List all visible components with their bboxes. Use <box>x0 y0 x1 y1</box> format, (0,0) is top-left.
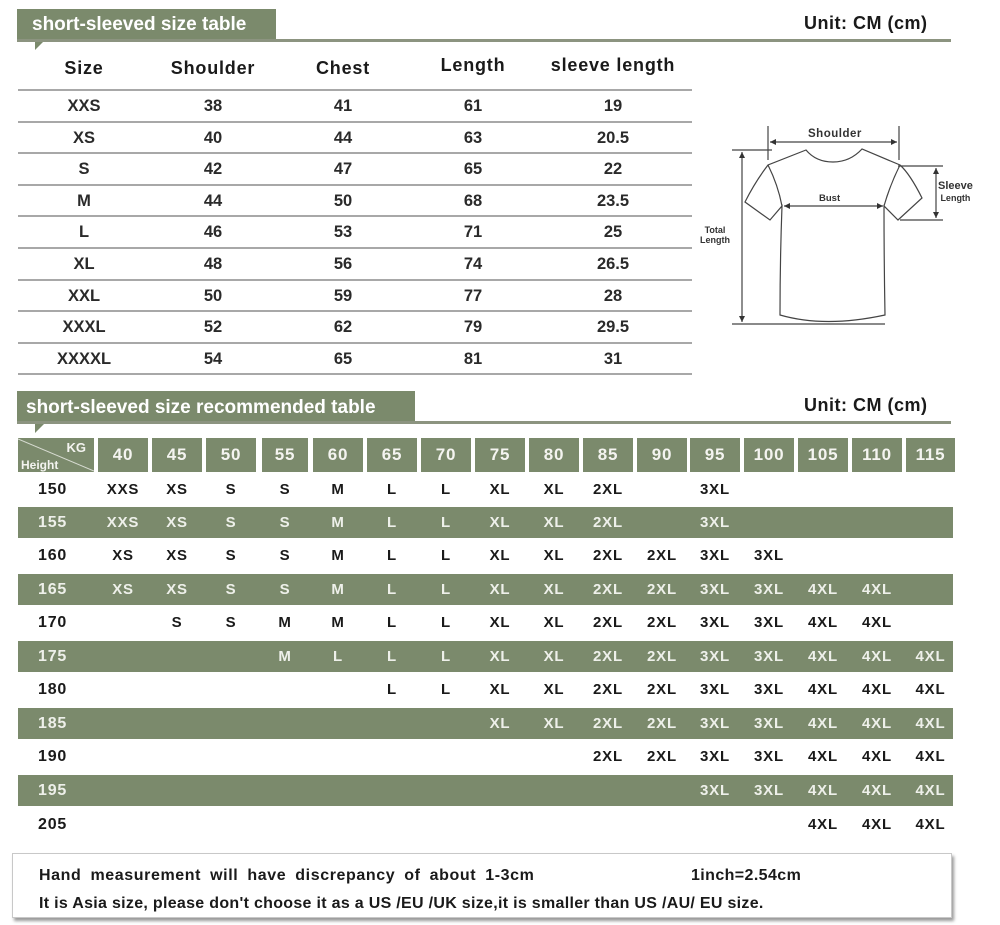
size-cell: S <box>225 581 237 598</box>
size-cell: M <box>331 481 345 498</box>
size-cell: 4XL <box>862 681 892 698</box>
size-cell: 3XL <box>700 581 730 598</box>
size-cell: S <box>279 514 291 531</box>
diagram-label-bust: Bust <box>819 193 841 204</box>
size-cell: 3XL <box>700 514 730 531</box>
height-value: 160 <box>38 547 68 564</box>
cell-length: 74 <box>463 255 483 273</box>
height-value: 150 <box>38 481 68 498</box>
size-cell: XL <box>489 581 511 598</box>
size-cell: 2XL <box>647 648 677 665</box>
size-cell: 3XL <box>700 681 730 698</box>
size-cell: 4XL <box>862 816 892 833</box>
size-cell: S <box>225 514 237 531</box>
size-cell: 4XL <box>862 782 892 799</box>
cell-shoulder: 50 <box>203 286 223 305</box>
cell-shoulder: 52 <box>203 318 223 337</box>
col-header-size: Size <box>64 58 104 78</box>
recommend-row-185 <box>18 708 953 739</box>
cell-size: S <box>78 160 90 179</box>
corner-label-kg: KG <box>66 440 86 455</box>
size-cell: 3XL <box>700 481 730 498</box>
weight-header-40: 40 <box>98 438 148 472</box>
size-cell: 4XL <box>862 614 892 631</box>
cell-shoulder: 54 <box>203 349 223 368</box>
size-cell: 2XL <box>593 648 623 665</box>
cell-shoulder: 46 <box>203 223 223 242</box>
size-table-header <box>18 55 692 88</box>
cell-shoulder: 38 <box>203 97 223 115</box>
size-cell: XL <box>543 481 565 498</box>
size-table-row <box>18 123 692 155</box>
recommended-table-unit: Unit: CM (cm) <box>804 395 928 415</box>
size-cell: 4XL <box>808 581 838 598</box>
corner-label-height: Height <box>21 458 59 472</box>
recommend-row-180 <box>18 674 953 705</box>
cell-size: XXS <box>67 97 101 115</box>
weight-header-90: 90 <box>637 438 687 472</box>
cell-sleeve-length: 31 <box>603 349 623 368</box>
weight-header-50: 50 <box>206 438 256 472</box>
weight-header-115: 115 <box>906 438 955 472</box>
diagram-label-sleeve-length <box>938 180 973 204</box>
size-cell: 3XL <box>754 782 784 799</box>
size-cell: L <box>387 481 397 498</box>
cell-length: 61 <box>463 97 483 115</box>
size-cell: S <box>225 614 237 631</box>
size-cell: 3XL <box>700 782 730 799</box>
size-cell: 2XL <box>647 681 677 698</box>
size-cell: XL <box>489 648 511 665</box>
size-table-row <box>18 249 692 281</box>
size-cell: S <box>279 581 291 598</box>
size-cell: XL <box>543 614 565 631</box>
size-cell: L <box>387 581 397 598</box>
size-cell: 2XL <box>647 547 677 564</box>
size-cell: XL <box>543 648 565 665</box>
size-cell: 3XL <box>754 715 784 732</box>
size-cell: L <box>333 648 343 665</box>
size-cell: L <box>441 514 451 531</box>
size-cell: M <box>331 547 345 564</box>
size-table-title: short-sleeved size table <box>32 14 247 35</box>
recommended-table-title: short-sleeved size recommended table <box>26 396 376 418</box>
size-cell: XL <box>489 514 511 531</box>
size-cell: 4XL <box>915 782 946 799</box>
size-cell: 4XL <box>862 748 892 765</box>
cell-sleeve-length: 19 <box>603 97 623 115</box>
weight-header-75: 75 <box>475 438 525 472</box>
recommend-row-190 <box>18 741 953 772</box>
size-cell: M <box>278 648 292 665</box>
weight-header-80: 80 <box>529 438 579 472</box>
size-table-row <box>18 217 692 249</box>
size-cell: 2XL <box>593 681 623 698</box>
size-cell: 2XL <box>593 748 623 765</box>
corner-cell-kg-height <box>18 438 94 472</box>
cell-shoulder: 48 <box>203 255 223 273</box>
size-cell: 4XL <box>915 681 946 698</box>
size-cell: 3XL <box>754 581 784 598</box>
col-header-sleeve-length: sleeve length <box>550 55 676 75</box>
cell-chest: 44 <box>333 128 353 147</box>
size-cell: L <box>387 681 397 698</box>
size-cell: 2XL <box>647 614 677 631</box>
size-cell: 4XL <box>808 816 838 833</box>
size-cell: 4XL <box>862 648 892 665</box>
size-table-row <box>18 344 692 376</box>
size-cell: 4XL <box>862 715 892 732</box>
height-value: 205 <box>38 816 68 833</box>
size-cell: XS <box>166 581 188 598</box>
size-cell: 4XL <box>808 715 838 732</box>
size-table-title-tab <box>17 9 276 41</box>
cell-length: 77 <box>463 286 483 305</box>
cell-shoulder: 40 <box>203 128 223 147</box>
size-cell: XL <box>543 581 565 598</box>
size-cell: XL <box>489 715 511 732</box>
size-table-header-rule <box>17 39 951 42</box>
cell-chest: 41 <box>333 97 353 115</box>
size-cell: 3XL <box>700 648 730 665</box>
weight-header-105: 105 <box>798 438 848 472</box>
note-inch-conversion: 1inch=2.54cm <box>691 867 802 884</box>
size-cell: L <box>441 681 451 698</box>
size-cell: XS <box>112 581 134 598</box>
size-cell: S <box>225 547 237 564</box>
sleeve-label-line1: Sleeve <box>938 180 973 192</box>
cell-size: M <box>77 191 91 210</box>
cell-sleeve-length: 23.5 <box>596 191 630 210</box>
size-table-row <box>18 154 692 186</box>
size-cell: XL <box>543 715 565 732</box>
cell-length: 65 <box>463 160 483 179</box>
size-cell: M <box>331 614 345 631</box>
size-cell: 2XL <box>593 614 623 631</box>
size-cell: XS <box>112 547 134 564</box>
weight-header-100: 100 <box>744 438 794 472</box>
cell-chest: 50 <box>333 191 353 210</box>
size-cell: 4XL <box>915 648 946 665</box>
weight-header-110: 110 <box>852 438 902 472</box>
cell-sleeve-length: 25 <box>603 223 623 242</box>
size-table-row <box>18 281 692 313</box>
col-header-shoulder: Shoulder <box>170 58 256 78</box>
size-cell: L <box>387 547 397 564</box>
cell-shoulder: 44 <box>203 191 223 210</box>
recommend-row-155 <box>18 507 953 538</box>
size-cell: 4XL <box>808 748 838 765</box>
cell-size: XXXXL <box>56 349 112 368</box>
note-asia-size: It is Asia size, please don't choose it as a US /EU /UK size,it is smaller than US /AU/ EU size. <box>39 895 764 912</box>
weight-header-85: 85 <box>583 438 633 472</box>
tshirt-measurement-diagram <box>700 110 1000 340</box>
size-table-row <box>18 186 692 218</box>
size-cell: XL <box>489 614 511 631</box>
measurement-notes-box <box>12 853 952 918</box>
size-cell: 4XL <box>915 715 946 732</box>
size-cell: M <box>331 514 345 531</box>
size-cell: XXS <box>106 481 140 498</box>
height-value: 190 <box>38 748 68 765</box>
col-header-length: Length <box>440 55 506 75</box>
size-cell: XS <box>166 481 188 498</box>
size-cell: XL <box>489 681 511 698</box>
cell-length: 71 <box>463 223 483 242</box>
size-cell: 4XL <box>808 648 838 665</box>
size-cell: 2XL <box>593 514 623 531</box>
weight-header-60: 60 <box>313 438 363 472</box>
size-cell: 4XL <box>808 614 838 631</box>
height-value: 185 <box>38 715 68 732</box>
size-cell: 3XL <box>700 715 730 732</box>
size-cell: XL <box>489 547 511 564</box>
tshirt-outline-icon <box>700 110 1000 340</box>
size-table-row <box>18 91 692 123</box>
weight-header-70: 70 <box>421 438 471 472</box>
size-cell: XL <box>489 481 511 498</box>
size-cell: 3XL <box>754 748 784 765</box>
note-discrepancy: Hand measurement will have discrepancy of about 1-3cm <box>39 867 535 884</box>
size-table-unit: Unit: CM (cm) <box>804 13 928 33</box>
size-cell: M <box>278 614 292 631</box>
recommend-row-195 <box>18 775 953 806</box>
cell-chest: 56 <box>333 255 353 273</box>
size-cell: S <box>171 614 183 631</box>
size-cell: L <box>387 648 397 665</box>
height-value: 195 <box>38 782 68 799</box>
size-cell: XL <box>543 681 565 698</box>
recommend-row-170 <box>18 607 953 638</box>
cell-size: XS <box>72 128 95 147</box>
height-value: 155 <box>38 514 68 531</box>
size-cell: L <box>441 648 451 665</box>
cell-sleeve-length: 26.5 <box>596 255 630 273</box>
size-cell: 3XL <box>754 681 784 698</box>
size-cell: 2XL <box>593 581 623 598</box>
size-cell: 3XL <box>700 748 730 765</box>
size-table-row <box>18 312 692 344</box>
cell-size: XXL <box>67 286 101 305</box>
cell-size: XL <box>73 255 95 273</box>
size-cell: L <box>441 581 451 598</box>
height-value: 170 <box>38 614 68 631</box>
size-cell: XXS <box>106 514 140 531</box>
cell-sleeve-length: 29.5 <box>596 318 630 337</box>
recommend-row-160 <box>18 540 953 571</box>
cell-size: XXXL <box>62 318 106 337</box>
size-cell: 2XL <box>647 748 677 765</box>
size-cell: 4XL <box>915 748 946 765</box>
size-cell: 2XL <box>647 581 677 598</box>
size-cell: 3XL <box>754 547 784 564</box>
size-cell: 3XL <box>700 614 730 631</box>
size-cell: 3XL <box>754 614 784 631</box>
cell-sleeve-length: 28 <box>603 286 623 305</box>
size-cell: L <box>441 614 451 631</box>
recommend-row-205 <box>18 809 953 840</box>
weight-header-45: 45 <box>152 438 202 472</box>
height-value: 175 <box>38 648 68 665</box>
size-cell: 2XL <box>593 547 623 564</box>
cell-chest: 47 <box>333 160 353 179</box>
cell-shoulder: 42 <box>203 160 223 179</box>
cell-sleeve-length: 22 <box>603 160 623 179</box>
size-cell: 4XL <box>915 816 946 833</box>
size-cell: L <box>387 614 397 631</box>
size-cell: L <box>387 514 397 531</box>
weight-header-65: 65 <box>367 438 417 472</box>
size-cell: S <box>225 481 237 498</box>
size-cell: M <box>331 581 345 598</box>
size-cell: 3XL <box>754 648 784 665</box>
cell-chest: 53 <box>333 223 353 242</box>
size-cell: 2XL <box>647 715 677 732</box>
total-label-line1: Total <box>704 225 726 235</box>
cell-length: 63 <box>463 128 483 147</box>
cell-size: L <box>78 223 90 242</box>
cell-chest: 62 <box>333 318 353 337</box>
recommend-row-175 <box>18 641 953 672</box>
size-cell: 4XL <box>808 681 838 698</box>
size-cell: L <box>441 481 451 498</box>
size-cell: 4XL <box>808 782 838 799</box>
size-cell: XS <box>166 547 188 564</box>
cell-sleeve-length: 20.5 <box>596 128 630 147</box>
recommend-row-165 <box>18 574 953 605</box>
diagram-label-shoulder: Shoulder <box>808 128 862 140</box>
cell-chest: 59 <box>333 286 353 305</box>
cell-chest: 65 <box>333 349 353 368</box>
size-cell: S <box>279 547 291 564</box>
cell-length: 81 <box>463 349 483 368</box>
size-cell: XL <box>543 514 565 531</box>
size-cell: 4XL <box>862 581 892 598</box>
recommended-table-header-rule <box>17 421 951 424</box>
recommended-table-title-tab <box>17 391 415 424</box>
total-label-line2: Length <box>700 235 730 245</box>
weight-header-55: 55 <box>262 438 308 472</box>
height-value: 165 <box>38 581 68 598</box>
size-cell: L <box>441 547 451 564</box>
cell-length: 68 <box>463 191 483 210</box>
size-cell: S <box>279 481 291 498</box>
height-value: 180 <box>38 681 68 698</box>
size-cell: 2XL <box>593 481 623 498</box>
size-cell: 2XL <box>593 715 623 732</box>
diagram-label-total-length <box>700 225 730 245</box>
cell-length: 79 <box>463 318 483 337</box>
size-cell: 3XL <box>700 547 730 564</box>
col-header-chest: Chest <box>315 58 370 78</box>
size-cell: XS <box>166 514 188 531</box>
recommend-row-150 <box>18 474 953 505</box>
weight-header-95: 95 <box>690 438 740 472</box>
size-cell: XL <box>543 547 565 564</box>
sleeve-label-line2: Length <box>940 193 971 203</box>
